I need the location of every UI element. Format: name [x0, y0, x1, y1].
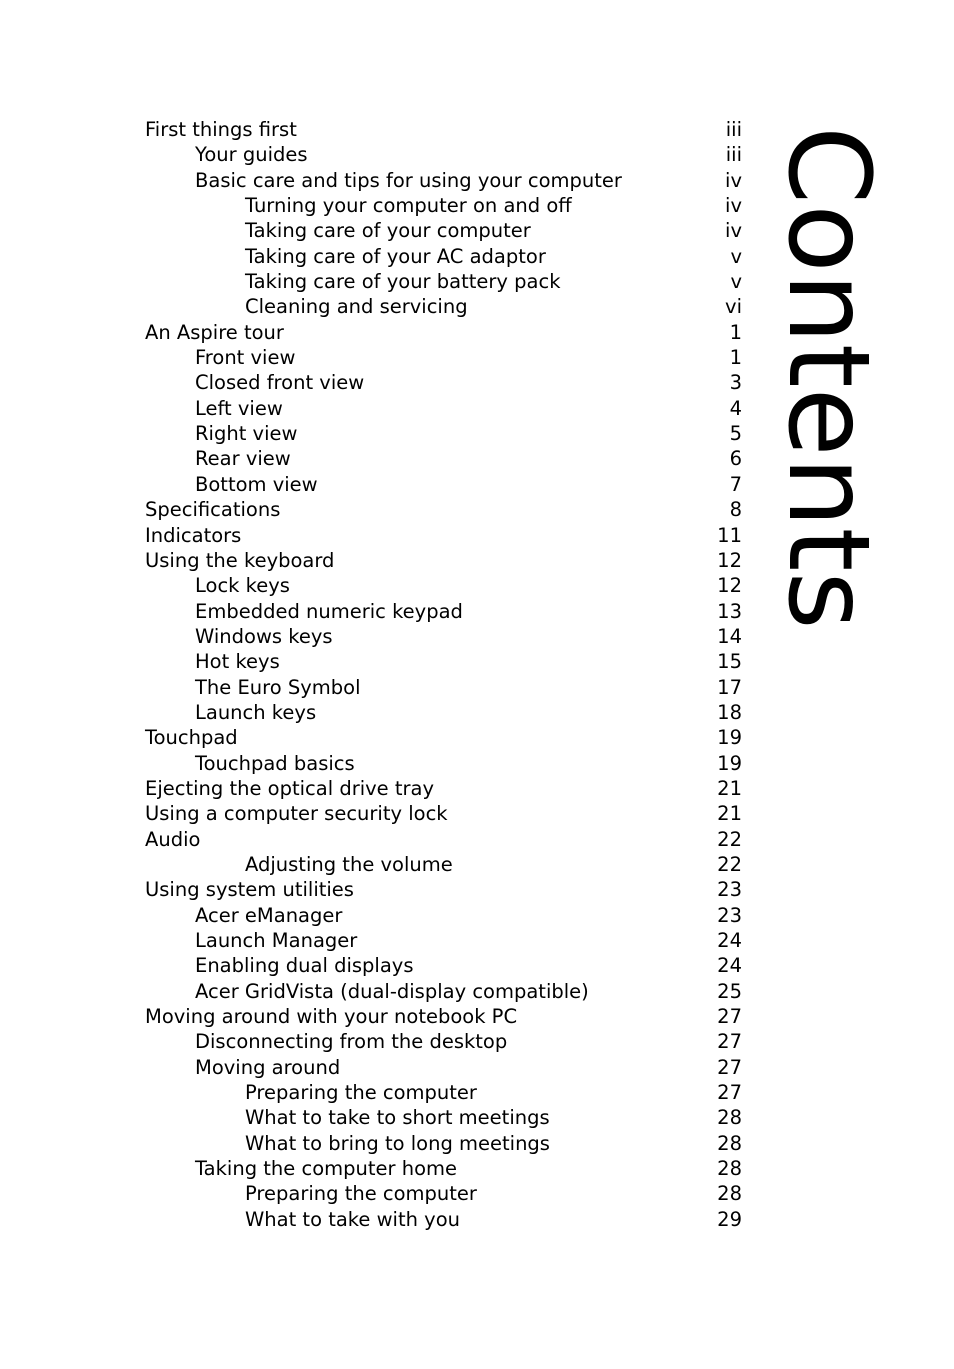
toc-entry-page-number: 27 [717, 1030, 742, 1054]
toc-entry-title: Specifications [145, 498, 281, 522]
toc-entry-title: Indicators [145, 523, 242, 547]
toc-entry-page-number: iv [725, 194, 742, 218]
toc-entry-title: What to take with you [245, 1207, 460, 1231]
toc-entry-page-number: 24 [717, 954, 742, 978]
toc-entry [145, 548, 745, 573]
toc-entry-page-number: 14 [717, 624, 742, 648]
toc-entry [145, 776, 745, 801]
toc-entry-title: Using a computer security lock [145, 802, 448, 826]
toc-entry-page-number: 28 [717, 1106, 742, 1130]
toc-entry-title: Bottom view [195, 472, 318, 496]
toc-entry-page-number: 28 [717, 1157, 742, 1181]
toc-entry [145, 1131, 745, 1156]
toc-entry-title: Audio [145, 827, 201, 851]
toc-entry [145, 599, 745, 624]
toc-entry-page-number: 12 [717, 574, 742, 598]
toc-entry-title: Ejecting the optical drive tray [145, 776, 435, 800]
toc-entry-page-number: 19 [717, 751, 742, 775]
toc-entry-page-number: 28 [717, 1131, 742, 1155]
toc-entry [145, 269, 745, 294]
toc-entry [145, 117, 745, 142]
toc-entry-page-number: iii [725, 143, 742, 167]
toc-entry [145, 751, 745, 776]
toc-entry [145, 218, 745, 243]
toc-entry [145, 168, 745, 193]
toc-entry-page-number: 18 [717, 700, 742, 724]
toc-entry-page-number: 12 [717, 548, 742, 572]
toc-entry-page-number: iii [725, 118, 742, 141]
toc-entry-title: Taking care of your battery pack [245, 270, 561, 294]
toc-entry-title: What to take to short meetings [245, 1106, 550, 1130]
toc-entry-title: Windows keys [195, 624, 333, 648]
toc-entry [145, 320, 745, 345]
toc-entry-page-number: 23 [717, 878, 742, 902]
toc-entry-title: Acer GridVista (dual-display compatible) [195, 979, 589, 1003]
contents-side-title: Contents [763, 126, 893, 630]
toc-entry-page-number: 22 [717, 827, 742, 851]
toc-entry-title: Launch keys [195, 700, 317, 724]
toc-entry [145, 294, 745, 319]
toc-entry-page-number: 17 [717, 675, 742, 699]
toc-entry-page-number: 1 [729, 320, 742, 344]
toc-entry [145, 852, 745, 877]
toc-entry [145, 877, 745, 902]
toc-entry-page-number: 27 [717, 1055, 742, 1079]
toc-entry-title: Touchpad basics [195, 751, 355, 775]
toc-entry [145, 497, 745, 522]
toc-entry-page-number: 1 [729, 346, 742, 370]
toc-entry [145, 801, 745, 826]
toc-entry [145, 1055, 745, 1080]
toc-entry-title: Launch Manager [195, 929, 358, 952]
toc-entry-page-number: 7 [729, 472, 742, 496]
toc-entry-title: Using the keyboard [145, 548, 335, 572]
toc-entry [145, 675, 745, 700]
toc-entry-page-number: 27 [717, 1005, 742, 1029]
toc-entry [145, 1156, 745, 1181]
toc-entry [145, 1207, 745, 1232]
toc-entry-title: Enabling dual displays [195, 954, 414, 978]
toc-entry [145, 396, 745, 421]
toc-entry-title: Turning your computer on and off [245, 194, 572, 218]
table-of-contents [145, 117, 745, 1232]
toc-entry-title: An Aspire tour [145, 320, 284, 344]
toc-entry-page-number: iv [725, 219, 742, 243]
toc-entry-page-number: 22 [717, 852, 742, 876]
toc-entry-page-number: 5 [729, 422, 742, 446]
toc-entry-title: What to bring to long meetings [245, 1131, 550, 1155]
toc-entry-page-number: 13 [717, 599, 742, 623]
toc-entry-page-number: 23 [717, 903, 742, 927]
toc-entry [145, 244, 745, 269]
toc-entry [145, 928, 745, 953]
toc-entry [145, 700, 745, 725]
toc-entry-page-number: 24 [717, 929, 742, 952]
toc-entry-title: Adjusting the volume [245, 852, 453, 876]
toc-entry [145, 370, 745, 395]
toc-entry-title: Rear view [195, 447, 291, 471]
toc-entry-page-number: 21 [717, 802, 742, 826]
toc-entry-page-number: v [730, 244, 742, 268]
toc-entry-title: Preparing the computer [245, 1081, 477, 1105]
toc-entry-title: Front view [195, 346, 296, 370]
toc-entry-page-number: 19 [717, 726, 742, 750]
toc-entry [145, 1181, 745, 1206]
toc-entry-title: Using system utilities [145, 878, 354, 902]
toc-entry-title: Lock keys [195, 574, 290, 598]
toc-entry-page-number: vi [725, 295, 742, 319]
toc-entry-page-number: 8 [729, 498, 742, 522]
toc-entry [145, 193, 745, 218]
toc-entry-title: Your guides [195, 143, 308, 167]
toc-entry-title: Cleaning and servicing [245, 295, 468, 319]
toc-entry-page-number: 28 [717, 1182, 742, 1206]
toc-entry-title: Disconnecting from the desktop [195, 1030, 508, 1054]
toc-entry-title: Left view [195, 396, 283, 420]
toc-entry-page-number: v [730, 270, 742, 294]
toc-entry-page-number: 11 [717, 523, 742, 547]
toc-entry-title: Embedded numeric keypad [195, 599, 463, 623]
toc-entry-page-number: 4 [729, 396, 742, 420]
toc-entry-title: Hot keys [195, 650, 280, 674]
toc-entry-title: Closed front view [195, 371, 365, 395]
toc-entry-title: Acer eManager [195, 903, 343, 927]
toc-entry-page-number: 21 [717, 776, 742, 800]
toc-entry [145, 446, 745, 471]
toc-entry [145, 1029, 745, 1054]
toc-entry-title: Taking the computer home [195, 1157, 458, 1181]
toc-entry [145, 472, 745, 497]
toc-entry [145, 953, 745, 978]
toc-entry [145, 421, 745, 446]
toc-entry [145, 345, 745, 370]
toc-entry-page-number: 29 [717, 1207, 742, 1231]
toc-entry-page-number: 25 [717, 979, 742, 1003]
toc-entry-page-number: 27 [717, 1081, 742, 1105]
toc-entry-page-number: 6 [729, 447, 742, 471]
toc-entry [145, 827, 745, 852]
toc-entry [145, 903, 745, 928]
toc-entry-page-number: 3 [729, 371, 742, 395]
toc-entry-page-number: 15 [717, 650, 742, 674]
toc-entry-title: Taking care of your computer [245, 219, 531, 243]
toc-entry [145, 573, 745, 598]
toc-entry [145, 1080, 745, 1105]
toc-entry-title: The Euro Symbol [195, 675, 361, 699]
toc-entry-page-number: iv [725, 168, 742, 192]
toc-entry-title: Preparing the computer [245, 1182, 477, 1206]
toc-entry [145, 142, 745, 167]
toc-entry-title: Moving around [195, 1055, 341, 1079]
toc-entry [145, 624, 745, 649]
toc-entry [145, 1004, 745, 1029]
toc-entry [145, 649, 745, 674]
toc-entry-title: Taking care of your AC adaptor [245, 244, 546, 268]
toc-entry-title: Touchpad [145, 726, 238, 750]
toc-entry [145, 979, 745, 1004]
toc-entry-title: Right view [195, 422, 298, 446]
toc-entry [145, 725, 745, 750]
toc-entry-title: First things first [145, 118, 297, 141]
toc-entry-title: Moving around with your notebook PC [145, 1005, 518, 1029]
toc-entry [145, 523, 745, 548]
toc-entry [145, 1105, 745, 1130]
toc-entry-title: Basic care and tips for using your computer [195, 168, 622, 192]
